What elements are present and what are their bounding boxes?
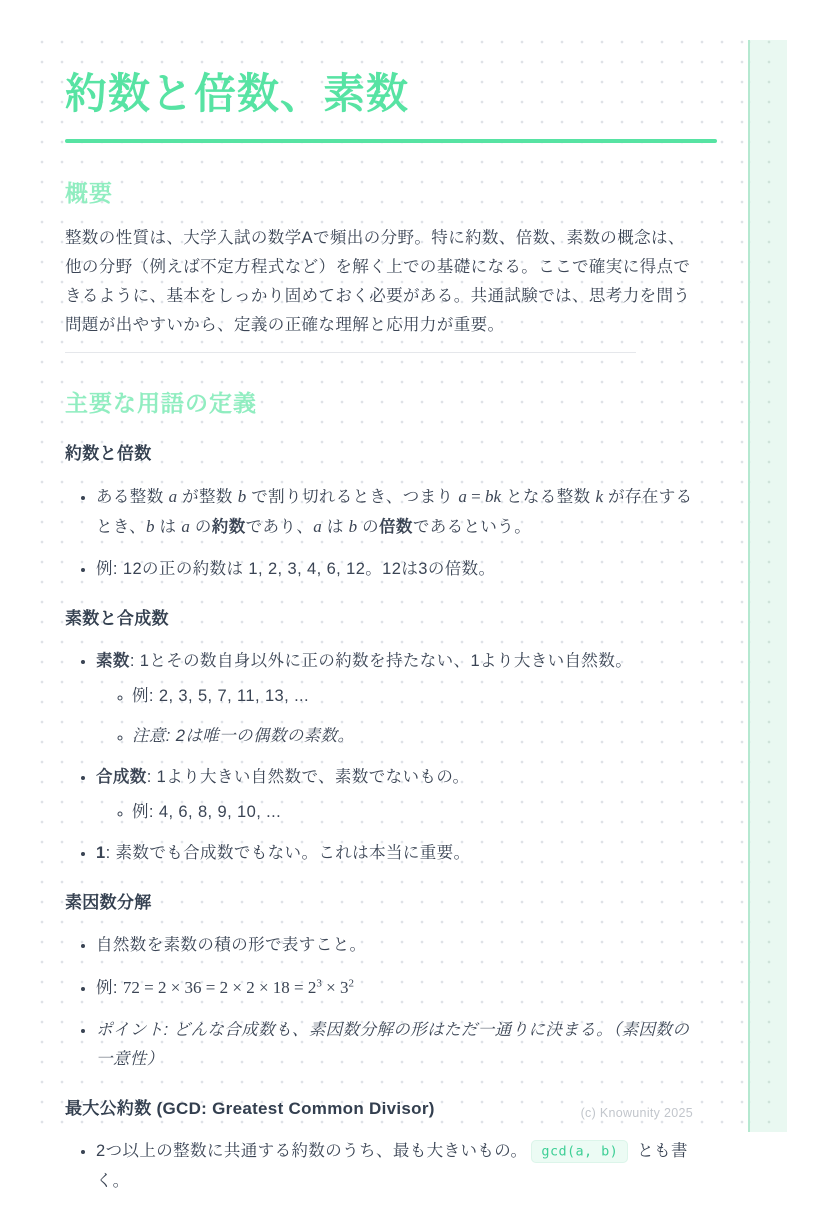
text-run: 素数 xyxy=(96,651,130,670)
text-run: a xyxy=(458,487,467,507)
text-run: 2つ以上の整数に共通する約数のうち、最も大きいもの。 xyxy=(96,1141,528,1160)
sub-list-item xyxy=(132,798,700,826)
text-run: : 素数でも合成数でもない。これは本当に重要。 xyxy=(105,843,471,862)
text-run: が整数 xyxy=(177,488,238,507)
list-item xyxy=(96,763,700,826)
text-run: 1 xyxy=(96,843,106,862)
text-run: となる整数 xyxy=(501,488,596,507)
subsection-heading: 素数と合成数 xyxy=(65,609,169,629)
document-title: 約数と倍数、素数 xyxy=(65,70,410,117)
text-run: 整数の性質は、大学入試の数学Aで頻出の分野。特に約数、倍数、素数の概念は、他の分野（例えば不定方程式など）を解く上での基礎になる。ここで確実に得点できるように、基本をしっかり固めておく必要がある。共通試験では、思考力を問う問題が出やすいから、定義の正確な理解と応用力が重要。 xyxy=(65,229,691,335)
text-run: であるという。 xyxy=(412,518,532,537)
sub-list-item xyxy=(132,722,700,750)
text-run: の xyxy=(189,518,212,537)
text-run: × 3 xyxy=(321,977,349,997)
document-blocks xyxy=(65,179,700,1196)
sub-list xyxy=(96,798,700,826)
text-run: 自然数を素数の積の形で表すこと。 xyxy=(96,935,367,954)
section-heading: 概要 xyxy=(65,180,113,207)
list-item xyxy=(96,1016,700,1074)
text-run: は xyxy=(154,518,182,537)
text-run: a xyxy=(181,517,190,537)
bullet-list xyxy=(65,647,700,868)
text-run: の xyxy=(357,518,379,537)
sub-list-item xyxy=(132,682,700,710)
list-item xyxy=(96,931,700,960)
text-run: 約数 xyxy=(211,518,246,537)
text-run: 例: 4, 6, 8, 9, 10, ... xyxy=(132,802,282,821)
section-divider xyxy=(65,352,636,353)
subsection-heading: 約数と倍数 xyxy=(65,444,152,464)
bullet-list xyxy=(65,1137,700,1196)
text-run: k xyxy=(595,487,604,507)
text-run: b xyxy=(348,517,358,537)
text-run: 例: 12の正の約数は 1, 2, 3, 4, 6, 12。12は3の倍数。 xyxy=(96,560,496,579)
list-item xyxy=(96,839,700,868)
text-run: 注意: 2は唯一の偶数の素数。 xyxy=(132,726,355,745)
footer-credit: (c) Knowunity 2025 xyxy=(580,1106,693,1120)
section-heading: 主要な用語の定義 xyxy=(65,390,257,417)
list-item xyxy=(96,973,700,1003)
text-run: で割り切れるとき、つまり xyxy=(246,488,459,507)
subsection-heading: 素因数分解 xyxy=(65,892,152,912)
text-run: は xyxy=(321,518,349,537)
text-run: 例: xyxy=(96,978,123,997)
text-run: とも書く。 xyxy=(96,1141,688,1190)
text-run: であり、 xyxy=(245,518,314,537)
document-body xyxy=(40,40,787,1209)
text-run: b xyxy=(146,517,155,537)
text-run: : 1とその数自身以外に正の約数を持たない、1より大きい自然数。 xyxy=(129,651,633,670)
subsection-heading: 最大公約数 (GCD: Greatest Common Divisor) xyxy=(65,1098,435,1118)
text-run: a xyxy=(313,517,322,537)
list-item xyxy=(96,1137,700,1196)
text-run: 合成数 xyxy=(96,767,147,786)
text-run: 72 = 2 × 36 = 2 × 2 × 18 = 2 xyxy=(122,977,317,997)
bullet-list xyxy=(65,931,700,1074)
title-underline-rule xyxy=(65,139,717,143)
paragraph xyxy=(65,224,700,340)
text-run: 3 xyxy=(316,977,322,990)
text-run: = xyxy=(466,487,485,507)
sub-list xyxy=(96,682,700,750)
list-item xyxy=(96,482,700,542)
text-run: bk xyxy=(484,487,502,507)
inline-code: gcd(a, b) xyxy=(531,1140,628,1163)
bullet-list xyxy=(65,482,700,584)
text-run: が存在するとき、 xyxy=(96,488,693,537)
text-run: 例: 2, 3, 5, 7, 11, 13, ... xyxy=(132,686,310,705)
text-run: a xyxy=(168,487,178,507)
page-canvas xyxy=(40,40,787,1190)
list-item xyxy=(96,647,700,750)
text-run: 2 xyxy=(348,977,354,990)
text-run: : 1より大きい自然数で、素数でないもの。 xyxy=(146,767,470,786)
text-run: ポイント: どんな合成数も、素因数分解の形はただ一通りに決まる。（素因数の一意性） xyxy=(96,1020,690,1068)
text-run: ある整数 xyxy=(96,488,169,507)
text-run: 倍数 xyxy=(379,518,413,537)
list-item xyxy=(96,555,700,584)
text-run: b xyxy=(237,487,247,507)
